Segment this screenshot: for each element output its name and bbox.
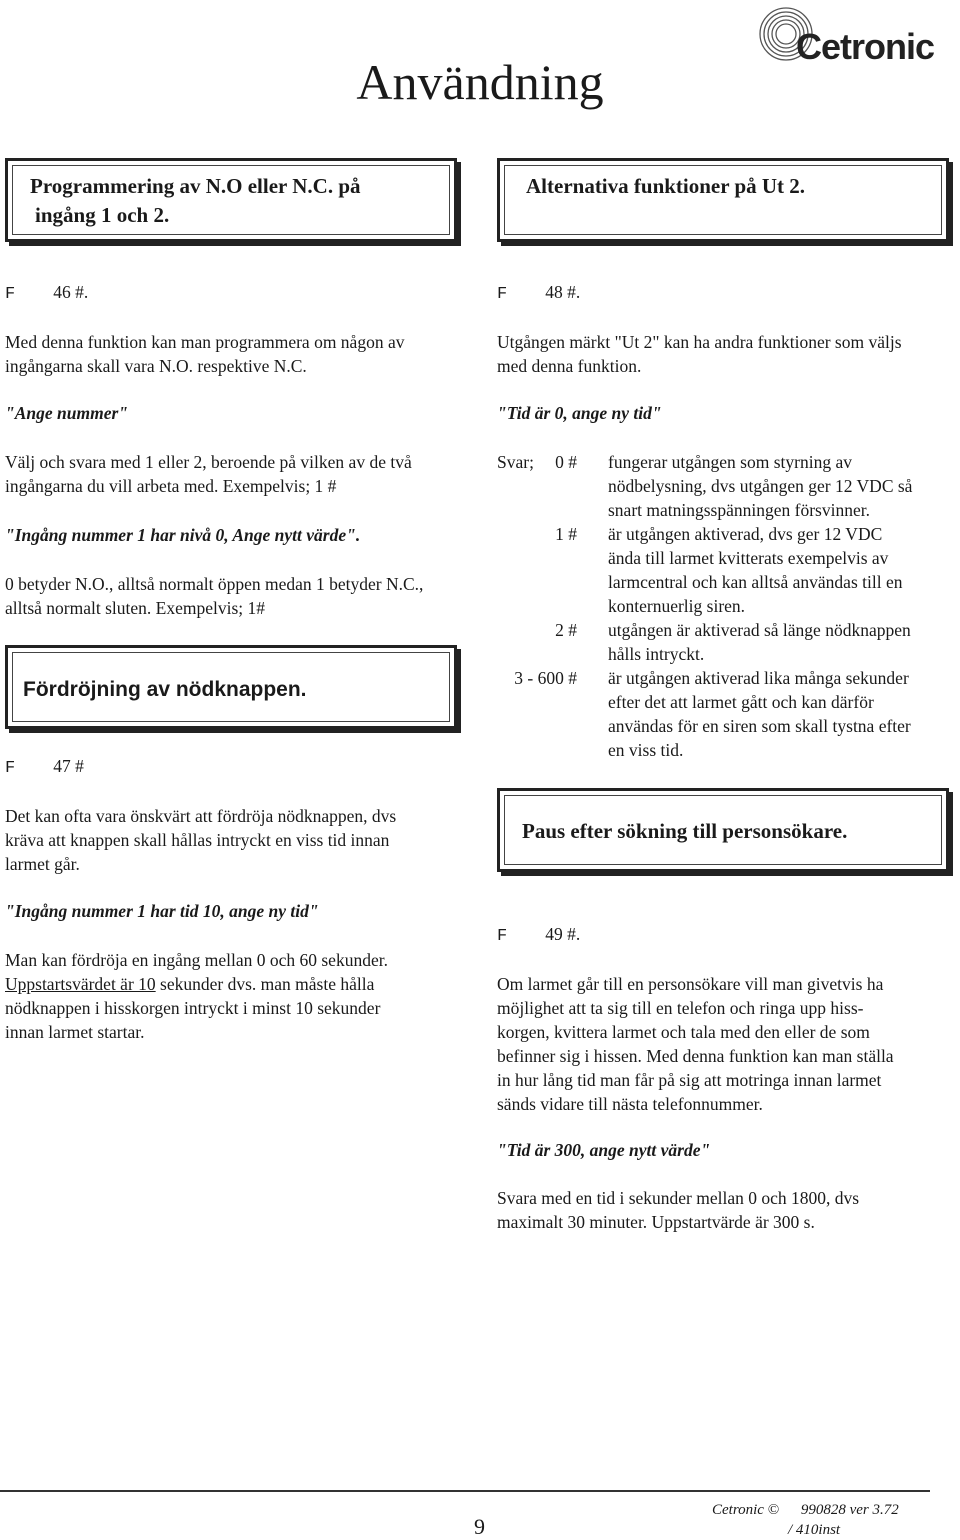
- command-f47: [5, 754, 84, 778]
- answer-option: [489, 450, 960, 522]
- answer-label: Svar;: [497, 452, 534, 472]
- text-line: utgången är aktiverad så länge nödknappen: [608, 620, 911, 640]
- text-line: korgen, kvittera larmet och tala med den eller de som: [497, 1022, 870, 1042]
- text-line: hålls intryckt.: [608, 644, 705, 664]
- heading-box-delay: [5, 645, 457, 729]
- answer-code: 2 #: [555, 620, 577, 640]
- text-line: möjlighet att ta sig till en telefon och ringa upp hiss-: [497, 998, 864, 1018]
- text-line: fungerar utgången som styrning av: [608, 452, 852, 472]
- text-line: ingångarna du vill arbeta med. Exempelvis; 1 #: [5, 476, 337, 496]
- answer-option: [489, 666, 960, 762]
- answer-description: [608, 666, 960, 762]
- text-line: Man kan fördröja en ingång mellan 0 och 60 sekunder.: [5, 950, 388, 970]
- footer-version: 990828 ver 3.72: [800, 1502, 899, 1518]
- function-key: F: [5, 759, 16, 778]
- heading-programming-line1: Programmering av N.O eller N.C. på: [30, 174, 361, 198]
- display-prompt-time-300: "Tid är 300, ange nytt värde": [497, 1140, 711, 1160]
- text-line: 0 betyder N.O., alltså normalt öppen medan 1 betyder N.C.,: [5, 574, 424, 594]
- heading-box-programming: [5, 158, 457, 242]
- text-line: med denna funktion.: [497, 356, 642, 376]
- text-fragment: sekunder dvs. man måste hålla: [155, 974, 375, 994]
- paragraph-pager-range: [497, 1186, 859, 1234]
- answer-code: 0 #: [555, 452, 577, 472]
- command-f46: [5, 280, 88, 304]
- footer-divider: [0, 1490, 930, 1492]
- answer-code: 1 #: [555, 524, 577, 544]
- text-line: ända till larmet kvitterats exempelvis av: [608, 548, 889, 568]
- function-key: F: [497, 927, 508, 946]
- function-code: 49 #.: [545, 924, 581, 944]
- answer-code: 3 - 600 #: [514, 668, 577, 688]
- footer-doc-id: / 410inst: [788, 1522, 841, 1538]
- paragraph-delay-intro: [5, 804, 396, 876]
- page-number: 9: [474, 1514, 485, 1539]
- heading-programming-line2: ingång 1 och 2.: [35, 203, 170, 227]
- logo-wordmark: Cetronic: [796, 26, 935, 67]
- text-line: [5, 972, 388, 996]
- text-line: sänds vidare till nästa telefonnummer.: [497, 1094, 763, 1114]
- text-line: en viss tid.: [608, 740, 684, 760]
- display-prompt-input-time: "Ingång nummer 1 har tid 10, ange ny tid": [5, 901, 319, 921]
- display-prompt-ange-nummer: "Ange nummer": [5, 403, 128, 423]
- text-line: ingångarna skall vara N.O. respektive N.C.: [5, 356, 307, 376]
- text-line: Välj och svara med 1 eller 2, beroende på vilken av de två: [5, 452, 412, 472]
- text-line: in hur lång tid man får på sig att motringa innan larmet: [497, 1070, 882, 1090]
- heading-delay: Fördröjning av nödknappen.: [23, 678, 307, 701]
- heading-box-alternative-functions: [497, 158, 949, 242]
- text-line: nödknappen i hisskorgen intryckt i minst 10 sekunder: [5, 998, 381, 1018]
- display-prompt-time-zero: "Tid är 0, ange ny tid": [497, 403, 662, 423]
- answer-option: [489, 618, 960, 666]
- function-code: 46 #.: [53, 282, 89, 302]
- text-line: maximalt 30 minuter. Uppstartvärde är 300 s.: [497, 1212, 815, 1232]
- heading-pager-pause: Paus efter sökning till personsökare.: [522, 819, 848, 843]
- answer-description: [608, 522, 960, 618]
- answer-option: [489, 522, 960, 618]
- paragraph-f46-intro: [5, 330, 404, 378]
- paragraph-no-nc-explanation: [5, 572, 423, 620]
- answer-options-list: [489, 450, 960, 762]
- heading-alternative-functions: Alternativa funktioner på Ut 2.: [526, 174, 806, 198]
- text-line: användas för en siren som skall tystna efter: [608, 716, 911, 736]
- function-key: F: [497, 285, 508, 304]
- text-line: Om larmet går till en personsökare vill man givetvis ha: [497, 974, 884, 994]
- text-line: alltså normalt sluten. Exempelvis; 1#: [5, 598, 266, 618]
- text-line: efter det att larmet gått och kan därför: [608, 692, 874, 712]
- answer-description: [608, 618, 960, 666]
- text-line: befinner sig i hissen. Med denna funktion kan man ställa: [497, 1046, 894, 1066]
- text-line: innan larmet startar.: [5, 1022, 145, 1042]
- text-line: Med denna funktion kan man programmera om någon av: [5, 332, 405, 352]
- text-line: Svara med en tid i sekunder mellan 0 och 1800, dvs: [497, 1188, 860, 1208]
- function-key: F: [5, 285, 16, 304]
- underlined-default-value: Uppstartsvärdet är 10: [5, 974, 156, 994]
- footer-brand-version: [712, 1502, 899, 1519]
- text-line: är utgången aktiverad lika många sekunder: [608, 668, 909, 688]
- paragraph-delay-range: [5, 948, 388, 1044]
- command-f48: [497, 280, 580, 304]
- page-title: Användning: [356, 54, 604, 110]
- text-line: nödbelysning, dvs utgången ger 12 VDC så: [608, 476, 913, 496]
- command-f49: [497, 922, 580, 946]
- text-line: konternuerlig siren.: [608, 596, 746, 616]
- heading-box-pager-pause: [497, 788, 949, 872]
- function-code: 47 #: [53, 756, 84, 776]
- text-line: är utgången aktiverad, dvs ger 12 VDC: [608, 524, 883, 544]
- paragraph-pager-intro: [497, 972, 894, 1116]
- text-line: larmcentral och kan alltså användas till en: [608, 572, 903, 592]
- footer-brand: Cetronic ©: [712, 1502, 780, 1518]
- text-line: Det kan ofta vara önskvärt att fördröja nödknappen, dvs: [5, 806, 397, 826]
- text-line: Utgången märkt "Ut 2" kan ha andra funktioner som väljs: [497, 332, 902, 352]
- display-prompt-input-level: "Ingång nummer 1 har nivå 0, Ange nytt värde".: [5, 525, 361, 545]
- text-line: kräva att knappen skall hållas intryckt en viss tid innan: [5, 830, 390, 850]
- answer-description: [608, 450, 960, 522]
- text-line: larmet går.: [5, 854, 80, 874]
- function-code: 48 #.: [545, 282, 581, 302]
- paragraph-choose-input: [5, 450, 412, 498]
- text-line: snart matningsspänningen försvinner.: [608, 500, 870, 520]
- paragraph-ut2-intro: [497, 330, 902, 378]
